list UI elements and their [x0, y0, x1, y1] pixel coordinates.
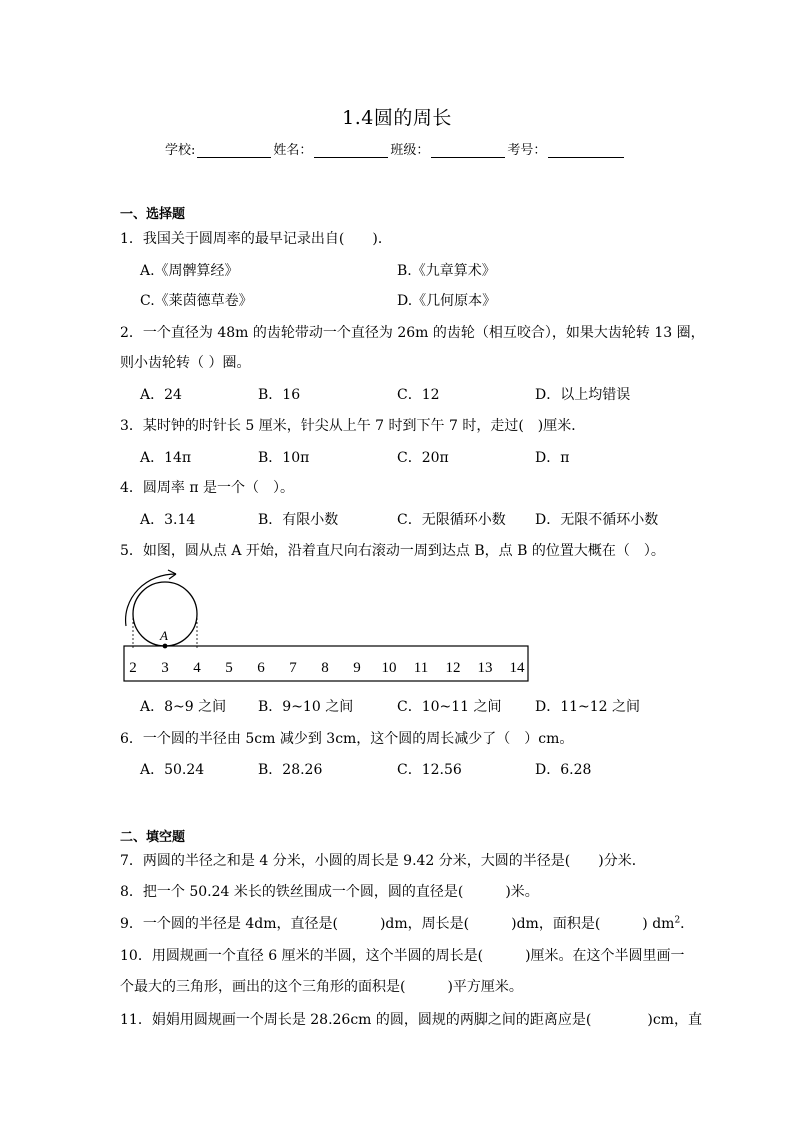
q3-option-c: C．20π	[397, 450, 449, 466]
ruler-tick-label: 7	[289, 660, 297, 676]
question-9-text: 9．一个圆的半径是 4dm，直径是( )dm，周长是( )dm，面积是( ) dm	[120, 916, 675, 932]
ruler-tick-label: 2	[129, 660, 137, 676]
ruler-tick-label: 13	[477, 660, 493, 676]
q6-option-d: D．6.28	[535, 762, 592, 778]
q6-option-a: A．50.24	[140, 762, 205, 778]
question-4: 4．圆周率 π 是一个（ ）。	[120, 480, 295, 496]
page-title: 1.4圆的周长	[342, 107, 452, 129]
ruler-tick-label: 6	[257, 660, 265, 676]
ruler-tick-label: 12	[445, 660, 461, 676]
class-label: 班级：	[390, 143, 430, 158]
number-label: 考号：	[507, 143, 547, 158]
q4-option-b: B．有限小数	[258, 512, 339, 528]
school-label: 学校:	[165, 143, 196, 158]
question-2-line-2: 则小齿轮转（ ）圈。	[120, 355, 251, 371]
q1-option-a: A.《周髀算经》	[140, 263, 239, 279]
question-9-sup: 2	[674, 915, 681, 926]
q5-option-d: D．11~12 之间	[535, 699, 641, 715]
question-2-line-1: 2．一个直径为 48m 的齿轮带动一个直径为 26m 的齿轮（相互咬合），如果大齿轮转 13 圈，	[120, 325, 705, 341]
ruler-tick-label: 10	[381, 660, 397, 676]
ruler-tick-label: 8	[321, 660, 329, 676]
q2-option-a: A．24	[140, 387, 182, 403]
q1-option-c: C.《莱茵德草卷》	[140, 293, 253, 309]
q3-option-d: D．π	[535, 450, 570, 466]
ruler-tick-label: 4	[193, 660, 201, 676]
ruler-tick-label: 11	[413, 660, 429, 676]
question-10-line-2: 个最大的三角形，画出的这个三角形的面积是( )平方厘米。	[120, 979, 523, 995]
q3-option-b: B．10π	[258, 450, 310, 466]
q6-option-b: B．28.26	[258, 762, 323, 778]
class-blank	[431, 143, 505, 158]
question-8: 8．把一个 50.24 米长的铁丝围成一个圆，圆的直径是( )米。	[120, 884, 539, 900]
q1-option-b: B.《九章算术》	[397, 263, 496, 279]
q2-option-c: C．12	[397, 387, 440, 403]
name-blank	[314, 143, 388, 158]
number-blank	[548, 143, 624, 158]
ruler-tick-label: 14	[509, 660, 525, 676]
ruler-tick-label: 9	[353, 660, 361, 676]
q5-option-c: C．10~11 之间	[397, 699, 502, 715]
question-3: 3．某时钟的时针长 5 厘米，针尖从上午 7 时到下午 7 时，走过( )厘米．	[120, 418, 586, 434]
q5-option-a: A．8~9 之间	[140, 699, 227, 715]
name-label: 姓名：	[273, 143, 313, 158]
question-6: 6．一个圆的半径由 5cm 减少到 3cm，这个圆的周长减少了（ ）cm。	[120, 731, 574, 747]
ruler-tick-label: 3	[161, 660, 169, 676]
section-choice-heading: 一、选择题	[120, 207, 186, 222]
school-blank	[197, 143, 271, 158]
point-a-label: A	[160, 628, 168, 643]
section-fill-heading: 二、填空题	[120, 830, 186, 845]
q3-option-a: A．14π	[140, 450, 192, 466]
question-10-line-1: 10．用圆规画一个直径 6 厘米的半圆，这个半圆的周长是( )厘米。在这个半圆里画一	[120, 948, 685, 964]
q4-option-c: C．无限循环小数	[397, 512, 506, 528]
question-11: 11．娟娟用圆规画一个周长是 28.26cm 的圆，圆规的两脚之间的距离应是( )cm，直	[120, 1012, 702, 1028]
q4-option-a: A．3.14	[140, 512, 196, 528]
q2-option-d: D．以上均错误	[535, 387, 631, 403]
question-1: 1．我国关于圆周率的最早记录出自( )．	[120, 231, 392, 247]
ruler-tick-label: 5	[225, 660, 233, 676]
question-9-end: ．	[680, 916, 695, 932]
question-5: 5．如图，圆从点 A 开始，沿着直尺向右滚动一周到达点 B，点 B 的位置大概在（ ）。	[120, 543, 665, 559]
q2-option-b: B．16	[258, 387, 301, 403]
q1-option-d: D.《几何原本》	[397, 293, 497, 309]
ruler-circle-figure	[118, 568, 538, 686]
q4-option-d: D．无限不循环小数	[535, 512, 659, 528]
student-info-line	[165, 139, 626, 158]
q6-option-c: C．12.56	[397, 762, 462, 778]
question-9	[120, 913, 694, 933]
ruler-ticks	[129, 660, 525, 676]
q5-option-b: B．9~10 之间	[258, 699, 354, 715]
question-7: 7．两圆的半径之和是 4 分米，小圆的周长是 9.42 分米，大圆的半径是( )分米．	[120, 853, 646, 869]
